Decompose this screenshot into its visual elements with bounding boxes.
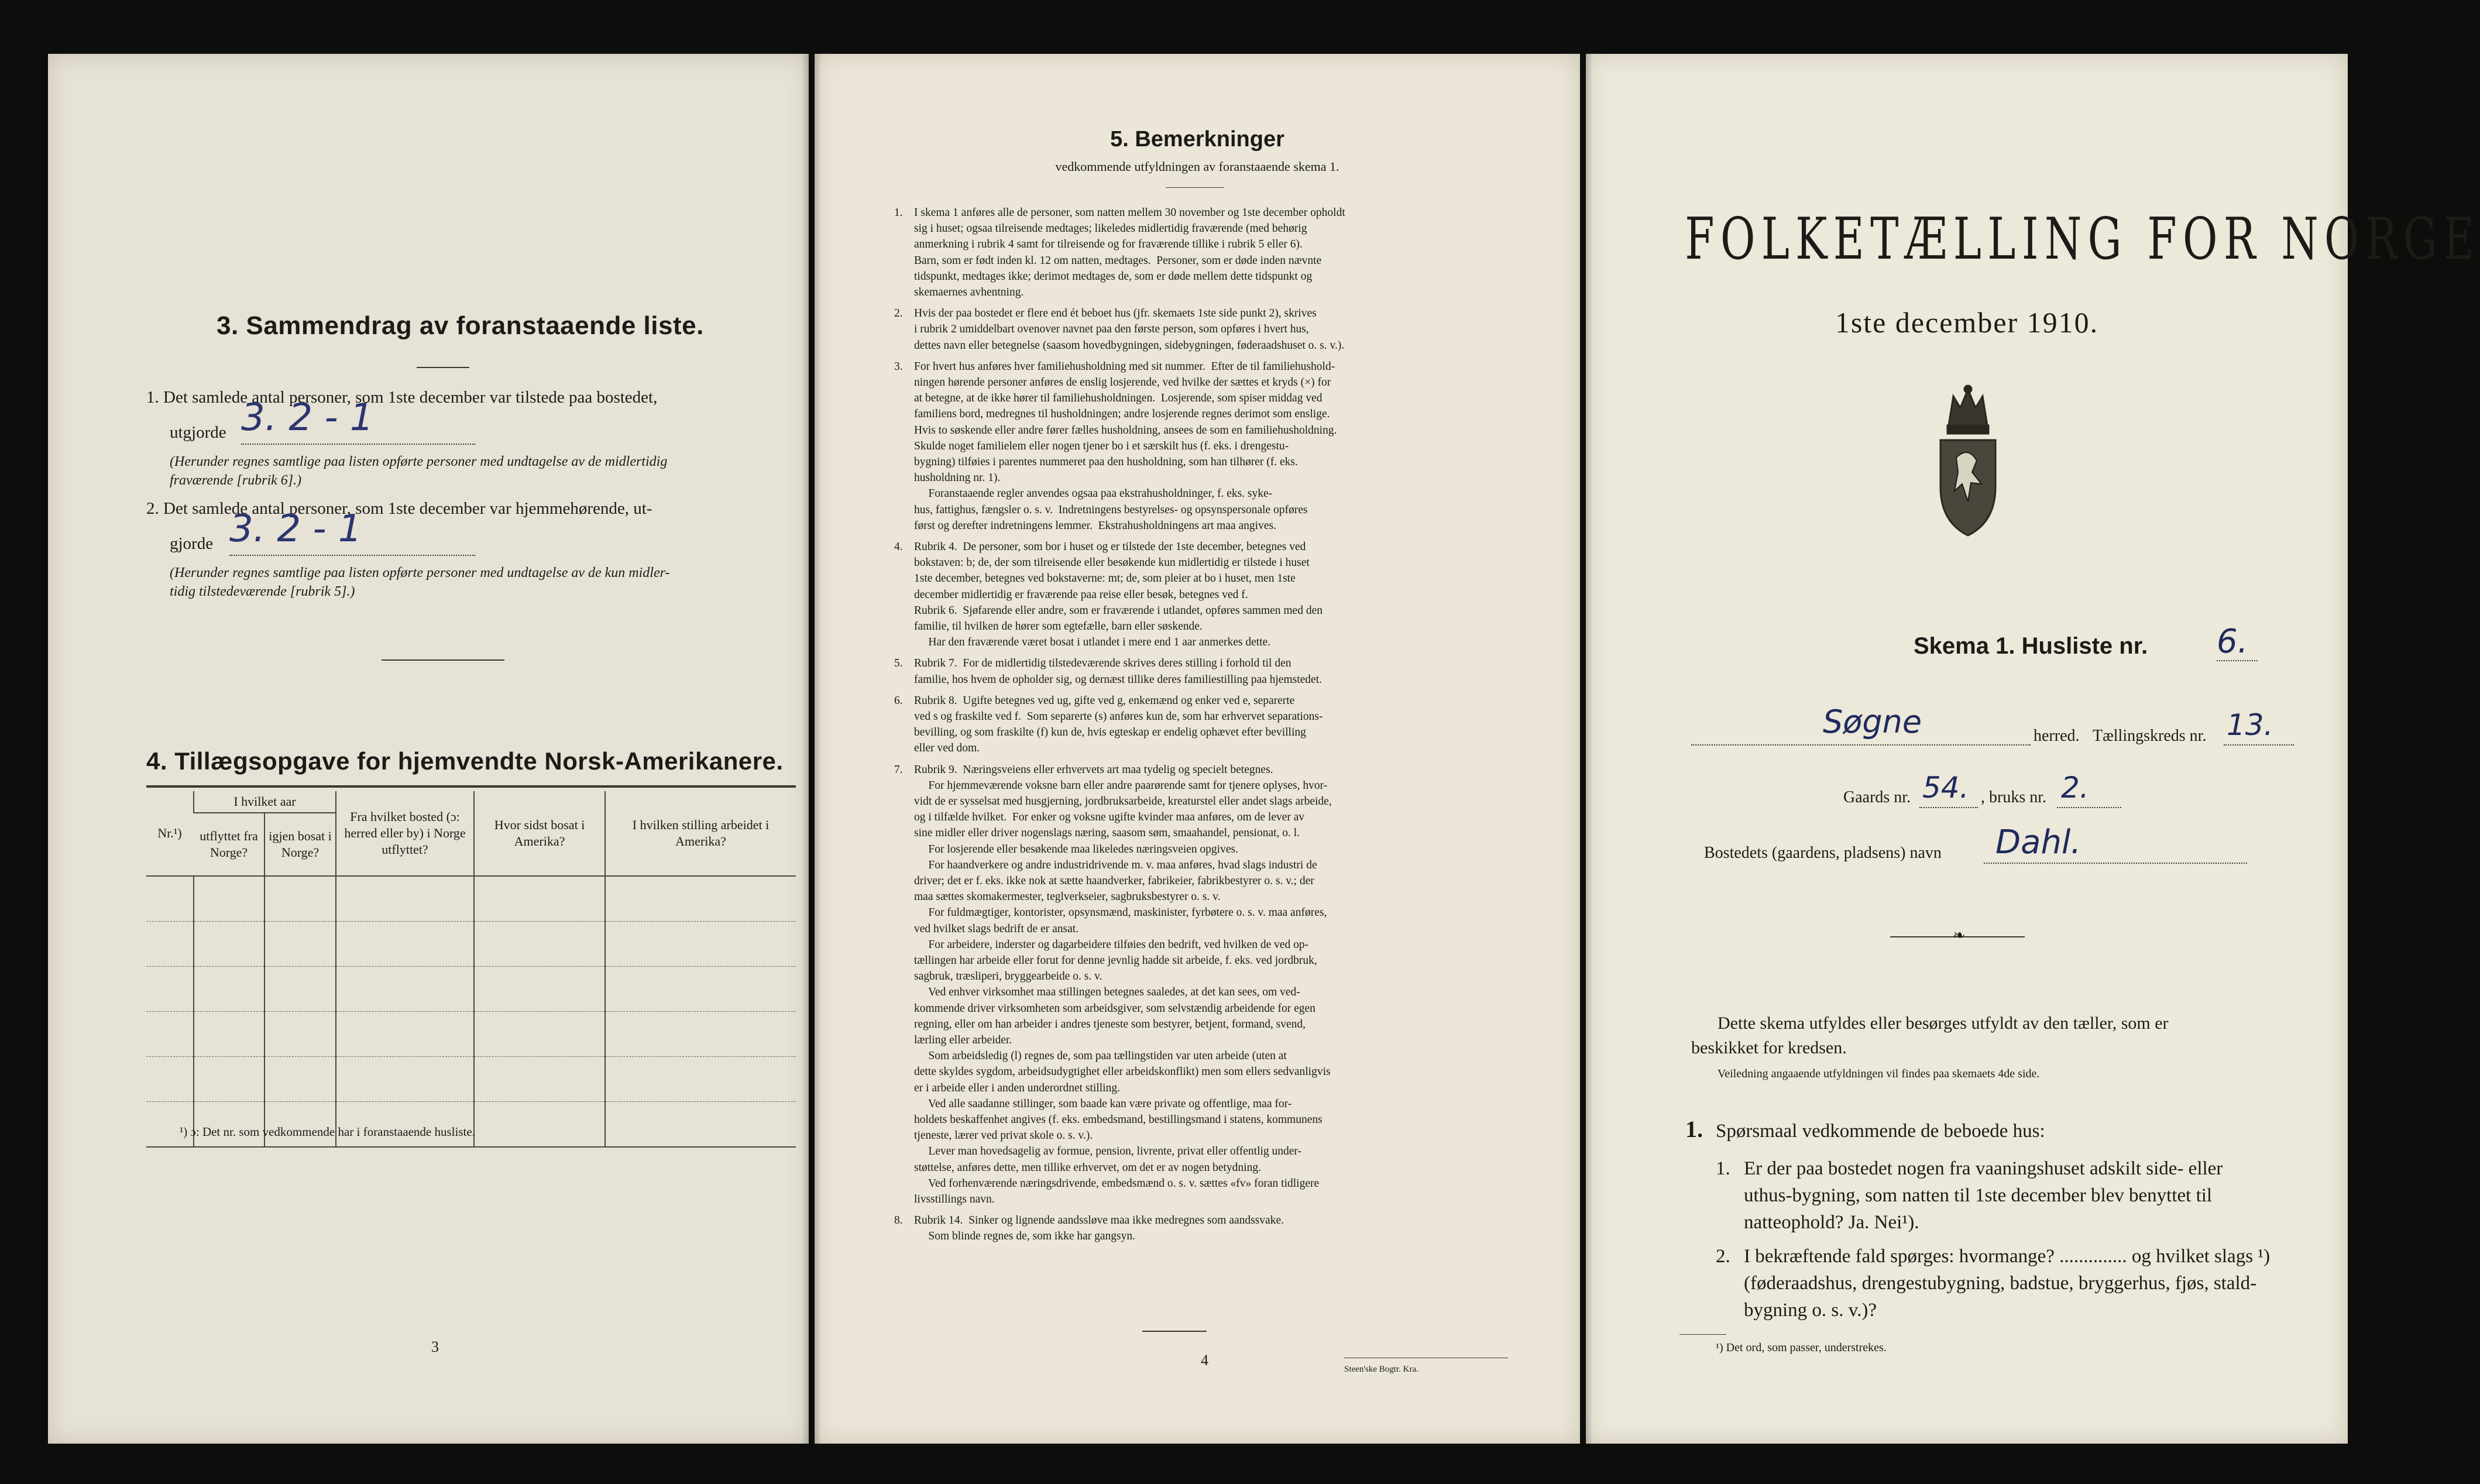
remark-line: For hjemmeværende voksne barn eller andre paarørende samt for tjenere oplyses, hvor-	[914, 779, 1328, 792]
remark-line: sig i huset; ogsaa tilreisende medtages; likeledes midlertidig fraværende (med behørig	[914, 222, 1307, 235]
remark-line: Foranstaaende regler anvendes ogsaa paa ekstrahusholdninger, f. eks. syke-	[914, 487, 1273, 500]
section4-title: 4. Tillægsopgave for hjemvendte Norsk-Amerikanere.	[146, 747, 784, 775]
q1-line-2: uthus-bygning, som natten til 1ste december blev benyttet til	[1744, 1185, 2213, 1206]
remark-line: tidspunkt, medtages ikke; derimot medtages de, som er døde mellem dette tidspunkt og	[914, 270, 1313, 283]
dotted-line	[2224, 744, 2294, 746]
remark-line: Rubrik 14. Sinker og lignende aandssløve maa ikke medregnes som aandssvake.	[914, 1214, 1284, 1227]
col-stilling: I hvilken stilling arbeidet i Amerika?	[605, 791, 796, 876]
page-number: 3	[431, 1338, 439, 1355]
remark-number: 5.	[894, 657, 903, 670]
remark-line: Hvis der paa bostedet er flere end ét beboet hus (jfr. skemaets 1ste side punkt 2), skrives	[914, 307, 1317, 320]
table-row	[146, 967, 796, 1012]
remark-line: Rubrik 7. For de midlertidig tilstedeværende skrives deres stilling i forhold til den	[914, 657, 1291, 670]
remark-line: hus, fattighus, fængsler o. s. v. Indretningens bestyrelses- og opsynspersonale opføres	[914, 503, 1308, 516]
remark-line: tællingen har arbeide eller forut for denne jevnlig hadde sit arbeide, f. eks. ved jordbruk,	[914, 954, 1317, 967]
footnote: ¹) Det ord, som passer, understrekes.	[1716, 1341, 1887, 1354]
skema-label: Skema 1. Husliste nr.	[1914, 633, 2148, 659]
remark-line: regning, eller om han arbeider i andres tjeneste som bestyrer, betjent, formand, svend,	[914, 1018, 1306, 1030]
page-gutter	[802, 54, 809, 1444]
right-page	[1586, 54, 2480, 1444]
remark-line: Rubrik 4. De personer, som bor i huset og er tilstede der 1ste december, betegnes ved	[914, 541, 1306, 553]
remark-number: 4.	[894, 541, 903, 553]
remark-line: tjeneste, lærer ved privat skole o. s. v.).	[914, 1129, 1093, 1142]
page-number: 4	[1201, 1352, 1208, 1369]
remark-number: 2.	[894, 307, 903, 320]
remark-item	[894, 693, 1523, 757]
q2-line-1: I bekræftende fald spørges: hvormange? .............. og hvilket slags ¹)	[1744, 1246, 2271, 1267]
remark-line: dette skyldes sygdom, arbeidsudygtighet eller arbeidskonflikt) men som ellers sedvanligvis	[914, 1066, 1331, 1078]
remark-line: Ved alle saadanne stillinger, som baade kan være private og offentlige, maa for-	[914, 1097, 1292, 1110]
item2-note-1: (Herunder regnes samtlige paa listen opførte personer med undtagelse av de kun midler-	[170, 565, 670, 580]
remark-line: Hvis to søskende eller andre fører fælles husholdning, ansees de som en familiehusholdning.	[914, 424, 1337, 437]
item1-dotted-line	[241, 444, 475, 445]
remark-number: 3.	[894, 360, 903, 373]
q1-number: 1.	[1716, 1158, 1730, 1179]
remark-line: bevilling, og som fraskilte (f) kun de, hvis egteskap er endelig ophævet efter bevilling	[914, 726, 1306, 739]
left-page	[48, 54, 809, 1444]
table-top-rule	[146, 785, 796, 788]
dotted-line	[2057, 807, 2121, 808]
remark-line: Som arbeidsledig (l) regnes de, som paa tællingstiden var uten arbeide (uten at	[914, 1050, 1287, 1063]
remark-line: Barn, som er født inden kl. 12 om natten, medtages. Personer, som er døde inden nævnte	[914, 254, 1322, 267]
remark-number: 6.	[894, 694, 903, 707]
remark-item	[894, 762, 1523, 1208]
instruction-line-1: Dette skema utfyldes eller besørges utfyldt av den tæller, som er	[1718, 1014, 2169, 1033]
col-amerika: Hvor sidst bosat i Amerika?	[474, 791, 605, 876]
bruks-handwritten: 2.	[2061, 771, 2089, 805]
q1-line-1: Er der paa bostedet nogen fra vaaningshuset adskilt side- eller	[1744, 1158, 2223, 1179]
remark-line: For hvert hus anføres hver familiehusholdning med sit nummer. Efter de til familiehushold-	[914, 360, 1335, 373]
remark-line: For fuldmægtiger, kontorister, opsynsmænd, maskinister, fyrbøtere o. s. v. maa anføres,	[914, 906, 1327, 919]
remark-line: og i tilfælde hvilket. For enker og voksne ugifte kvinder maa anføres, om de lever av	[914, 811, 1305, 824]
dotted-line	[1691, 744, 2031, 746]
section3-title: 3. Sammendrag av foranstaaende liste.	[217, 311, 704, 340]
table-row	[146, 922, 796, 967]
remark-line: støttelse, anføres dette, men tillike erhvervet, om det er av nogen betydning.	[914, 1161, 1261, 1174]
remarks-subheading: vedkommende utfyldningen av foranstaaende skema 1.	[1055, 159, 1339, 174]
table-row	[146, 1057, 796, 1102]
remark-item	[894, 655, 1523, 687]
bruks-label: , bruks nr.	[1981, 788, 2046, 806]
divider	[417, 367, 469, 368]
remark-line: vidt de er sysselsat med husgjerning, jordbruksarbeide, kreaturstel eller andet slags arbeide,	[914, 795, 1332, 808]
remark-item	[894, 205, 1523, 300]
table-row	[146, 876, 796, 922]
remark-line: Som blinde regnes de, som ikke har gangsyn.	[914, 1230, 1136, 1243]
remark-line: familiens bord, medregnes til husholdningen; andre losjerende regnes derimot som enslige.	[914, 408, 1330, 421]
remark-line: driver; det er f. eks. ikke nok at sætte haandverker, fabrikeier, fabrikbestyrer o. s. v.; der	[914, 875, 1314, 888]
table-row	[146, 1012, 796, 1057]
remark-line: kommende driver virksomheten som arbeidsgiver, som selvstændig arbeidende for egen	[914, 1002, 1315, 1015]
document-title: FOLKETÆLLING FOR NORGE	[1685, 206, 2480, 273]
col-nr: Nr.¹)	[146, 791, 194, 876]
remark-line: at betegne, at de ikke hører til familiehusholdningen. Losjerende, som spiser middag ved	[914, 392, 1323, 405]
questions-heading-number: 1.	[1685, 1116, 1703, 1142]
item1-label: utgjorde	[170, 423, 226, 442]
q1-line-3: natteophold? Ja. Nei¹).	[1744, 1212, 1919, 1233]
col-herred: Fra hvilket bosted (ɔ: herred eller by) i Norge utflyttet?	[336, 791, 474, 876]
bosted-label: Bostedets (gaardens, pladsens) navn	[1704, 844, 1942, 862]
remark-line: skemaernes avhentning.	[914, 286, 1024, 299]
item2-label: gjorde	[170, 534, 214, 553]
divider	[1679, 1334, 1726, 1335]
husliste-number: 6.	[2217, 623, 2248, 661]
remark-item	[894, 539, 1523, 650]
remark-line: Rubrik 9. Næringsveiens eller erhvervets art maa tydelig og specielt betegnes.	[914, 763, 1273, 776]
item1-note-2: fraværende [rubrik 6].)	[170, 473, 302, 488]
table-footnote: ¹) ɔ: Det nr. som vedkommende har i foranstaaende husliste.	[180, 1125, 475, 1139]
col-igjen: igjen bosat i Norge?	[265, 813, 336, 876]
dotted-line	[1919, 807, 1978, 808]
dotted-line	[2217, 660, 2258, 661]
remark-line: ved hvilket slags bedrift de er ansat.	[914, 922, 1079, 935]
item2-text: 2. Det samlede antal personer, som 1ste december var hjemmehørende, ut-	[146, 499, 652, 518]
remark-line: For losjerende eller besøkende maa likeledes næringsveien opgives.	[914, 843, 1238, 856]
remark-line: lærling eller arbeider.	[914, 1034, 1012, 1047]
q2-number: 2.	[1716, 1246, 1730, 1267]
remark-line: eller ved dom.	[914, 742, 980, 755]
remark-line: familie, til hvilken de hører som egtefælle, barn eller søskende.	[914, 620, 1203, 633]
remark-number: 1.	[894, 207, 903, 219]
gaards-handwritten: 54.	[1922, 771, 1969, 805]
remark-line: Lever man hovedsagelig av formue, pension, livrente, privat eller offentlig under-	[914, 1145, 1302, 1158]
remark-line: 1ste december, betegnes ved bokstaverne: mt; de, som pleier at bo i huset, men 1ste	[914, 572, 1296, 585]
remark-line: dettes navn eller betegnelse (saasom hovedbygningen, sidebygningen, føderaadshuset o. s. v.).	[914, 339, 1345, 352]
remark-line: familie, hos hvem de opholder sig, og dernæst tillike deres familiestilling paa hjemstedet.	[914, 673, 1322, 686]
remark-line: bygning) tilføies i parentes nummeret paa den husholdning, som han tilhører (f. eks.	[914, 456, 1298, 469]
dotted-line	[1984, 863, 2247, 864]
remark-line: Skulde noget familielem eller nogen tjener bo i et særskilt hus (f. eks. i drengestu-	[914, 439, 1289, 452]
questions-heading: Spørsmaal vedkommende de beboede hus:	[1716, 1121, 2045, 1142]
remark-line: Har den fraværende været bosat i utlandet i mere end 1 aar anmerkes dette.	[914, 636, 1271, 649]
page-gutter	[1586, 54, 1593, 1444]
remark-line: Ved forhenværende næringsdrivende, embedsmænd o. s. v. sættes «fv» foran tidligere	[914, 1177, 1320, 1190]
kreds-label: Tællingskreds nr.	[2093, 727, 2207, 745]
remark-item	[894, 305, 1523, 353]
page-gutter	[815, 54, 822, 1444]
remark-line: For haandverkere og andre industridrivende m. v. maa anføres, hvad slags industri de	[914, 858, 1317, 871]
remark-line: Rubrik 6. Sjøfarende eller andre, som er fraværende i utlandet, opføres sammen med den	[914, 604, 1323, 617]
q2-line-2: (føderaadshus, drengestubygning, badstue, bryggerhus, fjøs, stald-	[1744, 1273, 2257, 1294]
coat-of-arms-icon	[1936, 384, 2000, 540]
gaards-label: Gaards nr.	[1843, 788, 1911, 806]
item2-note-2: tidig tilstedeværende [rubrik 5].)	[170, 584, 355, 599]
item2-dotted-line	[229, 555, 475, 556]
item1-text: 1. Det samlede antal personer, som 1ste december var tilstede paa bostedet,	[146, 388, 658, 407]
remark-line: maa sættes skomakermester, teglverkseier, sagbruksbestyrer o. s. v.	[914, 891, 1221, 904]
remark-line: ved s og fraskilte ved f. Som separerte (s) anføres kun de, som har erhvervet separations-	[914, 710, 1323, 723]
remark-line: bokstaven: b; de, der som tilreisende eller besøkende kun midlertidig er tilstede i huset	[914, 556, 1310, 569]
item1-handwritten-value: 3. 2 - 1	[241, 396, 374, 439]
remark-line: anmerkning i rubrik 4 samt for tilreisende og for fraværende tillike i rubrik 5 eller 6).	[914, 238, 1303, 251]
remarks-heading: 5. Bemerkninger	[1110, 127, 1284, 152]
remark-line: er i arbeide eller i anden underordnet stilling.	[914, 1081, 1120, 1094]
item2-handwritten-value: 3. 2 - 1	[229, 507, 362, 551]
kreds-handwritten: 13.	[2227, 708, 2273, 742]
col-group-aar: I hvilket aar	[194, 791, 336, 813]
remark-line: holdets beskaffenhet angives (f. eks. embedsmand, bestillingsmand i statens, kommunens	[914, 1114, 1323, 1126]
remark-line: sagbruk, træsliperi, bryggearbeide o. s. v.	[914, 970, 1102, 983]
item1-note-1: (Herunder regnes samtlige paa listen opførte personer med undtagelse av de midlertidig	[170, 454, 668, 469]
remark-line: husholdning nr. 1).	[914, 472, 1001, 485]
herred-handwritten: Søgne	[1823, 703, 1922, 740]
remark-line: i rubrik 2 umiddelbart ovenover navnet paa den første person, som opføres i hvert hus,	[914, 323, 1309, 336]
remark-line: sine midler eller driver nogenslags næring, saasom søm, smaahandel, pensionat, o. l.	[914, 827, 1300, 840]
divider	[1142, 1331, 1207, 1332]
census-date: 1ste december 1910.	[1835, 306, 2099, 339]
bosted-handwritten: Dahl.	[1995, 823, 2081, 861]
remark-line: For arbeidere, inderster og dagarbeidere tilføies den bedrift, ved hvilken de ved op-	[914, 938, 1309, 951]
remark-line: I skema 1 anføres alle de personer, som natten mellem 30 november og 1ste december opholdt	[914, 207, 1345, 219]
remark-line: Rubrik 8. Ugifte betegnes ved ug, gifte ved g, enkemænd og enker ved e, separerte	[914, 694, 1295, 707]
remark-item	[894, 1212, 1523, 1244]
remark-line: december midlertidig er fraværende paa reise eller besøk, betegnes ved f.	[914, 588, 1248, 601]
col-utflyttet: utflyttet fra Norge?	[194, 813, 265, 876]
remark-line: livsstillings navn.	[914, 1193, 995, 1206]
instruction-line-2: beskikket for kredsen.	[1691, 1038, 1847, 1057]
remark-line: Ved enhver virksomhet maa stillingen betegnes saaledes, at det kan sees, om ved-	[914, 986, 1300, 999]
ornament-icon: ❧	[1953, 927, 1966, 944]
herred-label: herred.	[2034, 727, 2080, 745]
instruction-note: Veiledning angaaende utfyldningen vil findes paa skemaets 4de side.	[1718, 1067, 2040, 1080]
remark-line: først og derefter indretningens lemmer. Ekstrahusholdningens art maa angives.	[914, 519, 1276, 532]
remark-number: 7.	[894, 763, 903, 776]
remark-line: ningen hørende personer anføres de enslig losjerende, ved hvilke der sættes et kryds (×) for	[914, 376, 1331, 389]
q2-line-3: bygning o. s. v.)?	[1744, 1300, 1877, 1321]
divider	[382, 659, 504, 661]
norsk-amerikanere-table	[146, 791, 796, 1148]
remark-number: 8.	[894, 1214, 903, 1227]
middle-page	[815, 54, 1580, 1444]
divider	[1166, 187, 1224, 188]
remark-item	[894, 359, 1523, 534]
printer-mark: Steen'ske Bogtr. Kra.	[1344, 1365, 1418, 1374]
